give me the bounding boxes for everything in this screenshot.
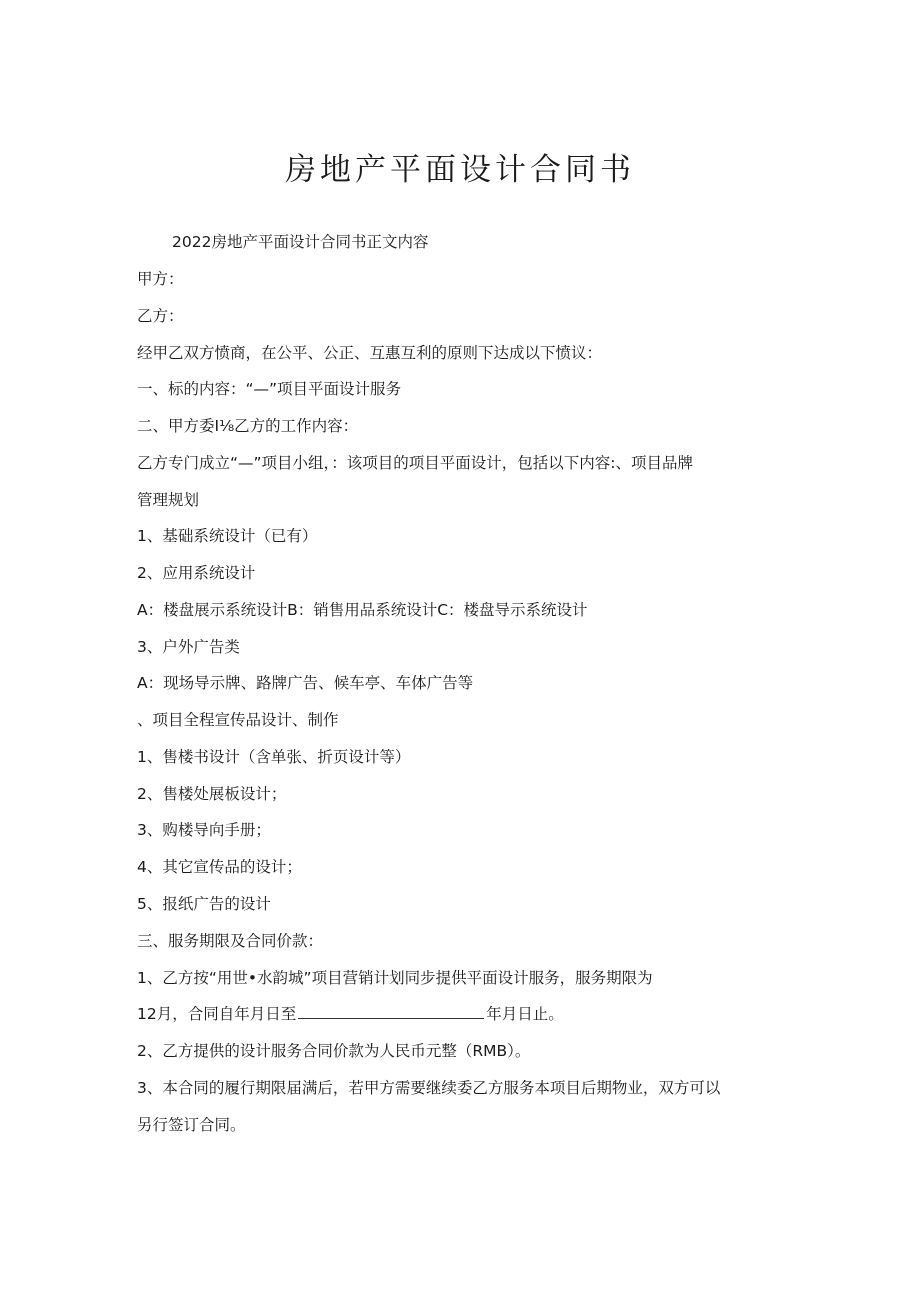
section-2-heading: 二、甲方委I⅛乙方的工作内容： <box>137 417 359 435</box>
list-item: A：现场导示牌、路牌广告、候车亭、车体广告等 <box>137 674 474 692</box>
paragraph-line: 1、乙方按“用世•水韵城”项目营销计划同步提供平面设计服务，服务期限为 <box>137 969 653 987</box>
term-text-end: 年月日止。 <box>486 1005 564 1023</box>
list-item: 4、其它宣传品的设计； <box>137 858 302 876</box>
paragraph-line: 乙方专门成立“—”项目小组，：该项目的项目平面设计，包括以下内容:、项目品牌 <box>137 454 694 472</box>
list-item: 1、售楼书设计（含单张、折页设计等） <box>137 748 411 766</box>
section-3-heading: 三、服务期限及合同价款： <box>137 932 324 950</box>
paragraph-line: 另行签订合同。 <box>137 1116 246 1134</box>
list-item: 3、购楼导向手册； <box>137 821 271 839</box>
party-a-line: 甲方： <box>137 270 184 288</box>
paragraph-line: 管理规划 <box>137 491 200 509</box>
list-item: 3、户外广告类 <box>137 638 240 656</box>
term-line <box>137 1002 564 1026</box>
paragraph-line: 2、乙方提供的设计服务合同价款为人民币元整（RMB）。 <box>137 1042 531 1060</box>
list-item: 1、基础系统设计（已有） <box>137 527 318 545</box>
paragraph-line: 3、本合同的履行期限届满后，若甲方需要继续委乙方服务本项目后期物业，双方可以 <box>137 1079 721 1097</box>
subtitle-line: 2022房地产平面设计合同书正文内容 <box>172 233 429 251</box>
date-blank <box>298 1004 484 1019</box>
list-item: 2、应用系统设计 <box>137 564 256 582</box>
document-title: 房地产平面设计合同书 <box>285 152 635 188</box>
term-text-start: 12月，合同自年月日至 <box>137 1005 297 1023</box>
section-1-heading: 一、标的内容：“—”项目平面设计服务 <box>137 380 402 398</box>
preamble-line: 经甲乙双方愤商，在公平、公正、互惠互利的原则下达成以下愤议： <box>137 344 603 362</box>
party-b-line: 乙方： <box>137 307 184 325</box>
list-item: A：楼盘展示系统设计B：销售用品系统设计C：楼盘导示系统设计 <box>137 601 588 619</box>
list-item: 2、售楼处展板设计； <box>137 785 287 803</box>
list-item: 5、报纸广告的设计 <box>137 895 271 913</box>
list-item: 、项目全程宣传品设计、制作 <box>137 711 339 729</box>
